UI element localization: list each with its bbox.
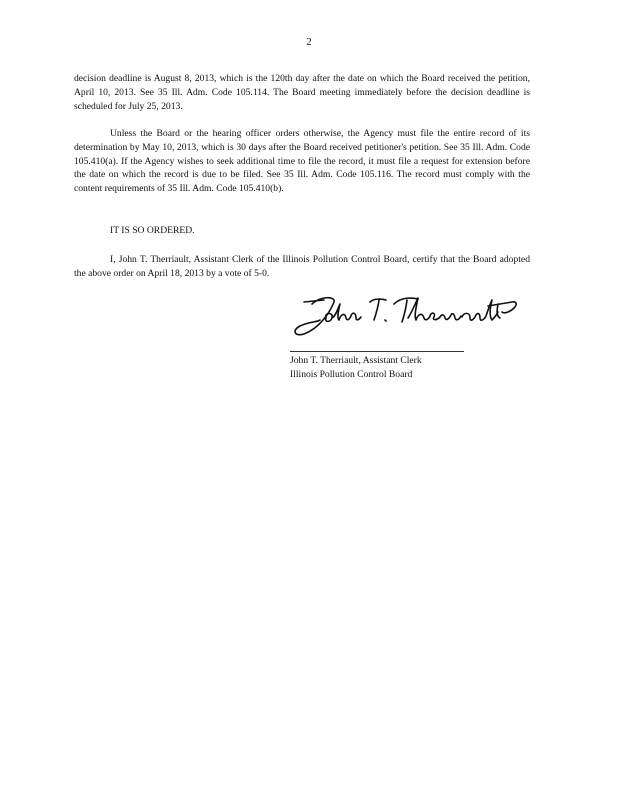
paragraph-so-ordered: IT IS SO ORDERED.	[110, 225, 195, 236]
paragraph-certification: I, John T. Therriault, Assistant Clerk of the Illinois Pollution Control Board, certify that the Board adopted the above order on April 18, 2013 by a vote of 5-0.	[74, 254, 530, 279]
paragraph-decision-deadline: decision deadline is August 8, 2013, which is the 120th day after the date on which the Board received the petition, April 10, 2013. See 35 Ill. Adm. Code 105.114. The Board meeting immediately before the decision deadline is scheduled for July 25, 2013.	[74, 73, 530, 112]
signer-block	[290, 354, 422, 382]
signature-line	[290, 351, 464, 352]
handwritten-signature	[290, 290, 530, 342]
page-number: 2	[306, 36, 312, 48]
signer-name-title: John T. Therriault, Assistant Clerk	[290, 355, 422, 366]
paragraph-record-filing: Unless the Board or the hearing officer orders otherwise, the Agency must file the entire record of its determination by May 10, 2013, which is 30 days after the Board received petitioner's petition. See 35 Ill. Adm. Code 105.410(a). If the Agency wishes to seek additional time to file the record, it must file a request for extension before the date on which the record is due to be filed. See 35 Ill. Adm. Code 105.116. The record must comply with the content requirements of 35 Ill. Adm. Code 105.410(b).	[74, 128, 530, 195]
signer-organization: Illinois Pollution Control Board	[290, 368, 413, 380]
